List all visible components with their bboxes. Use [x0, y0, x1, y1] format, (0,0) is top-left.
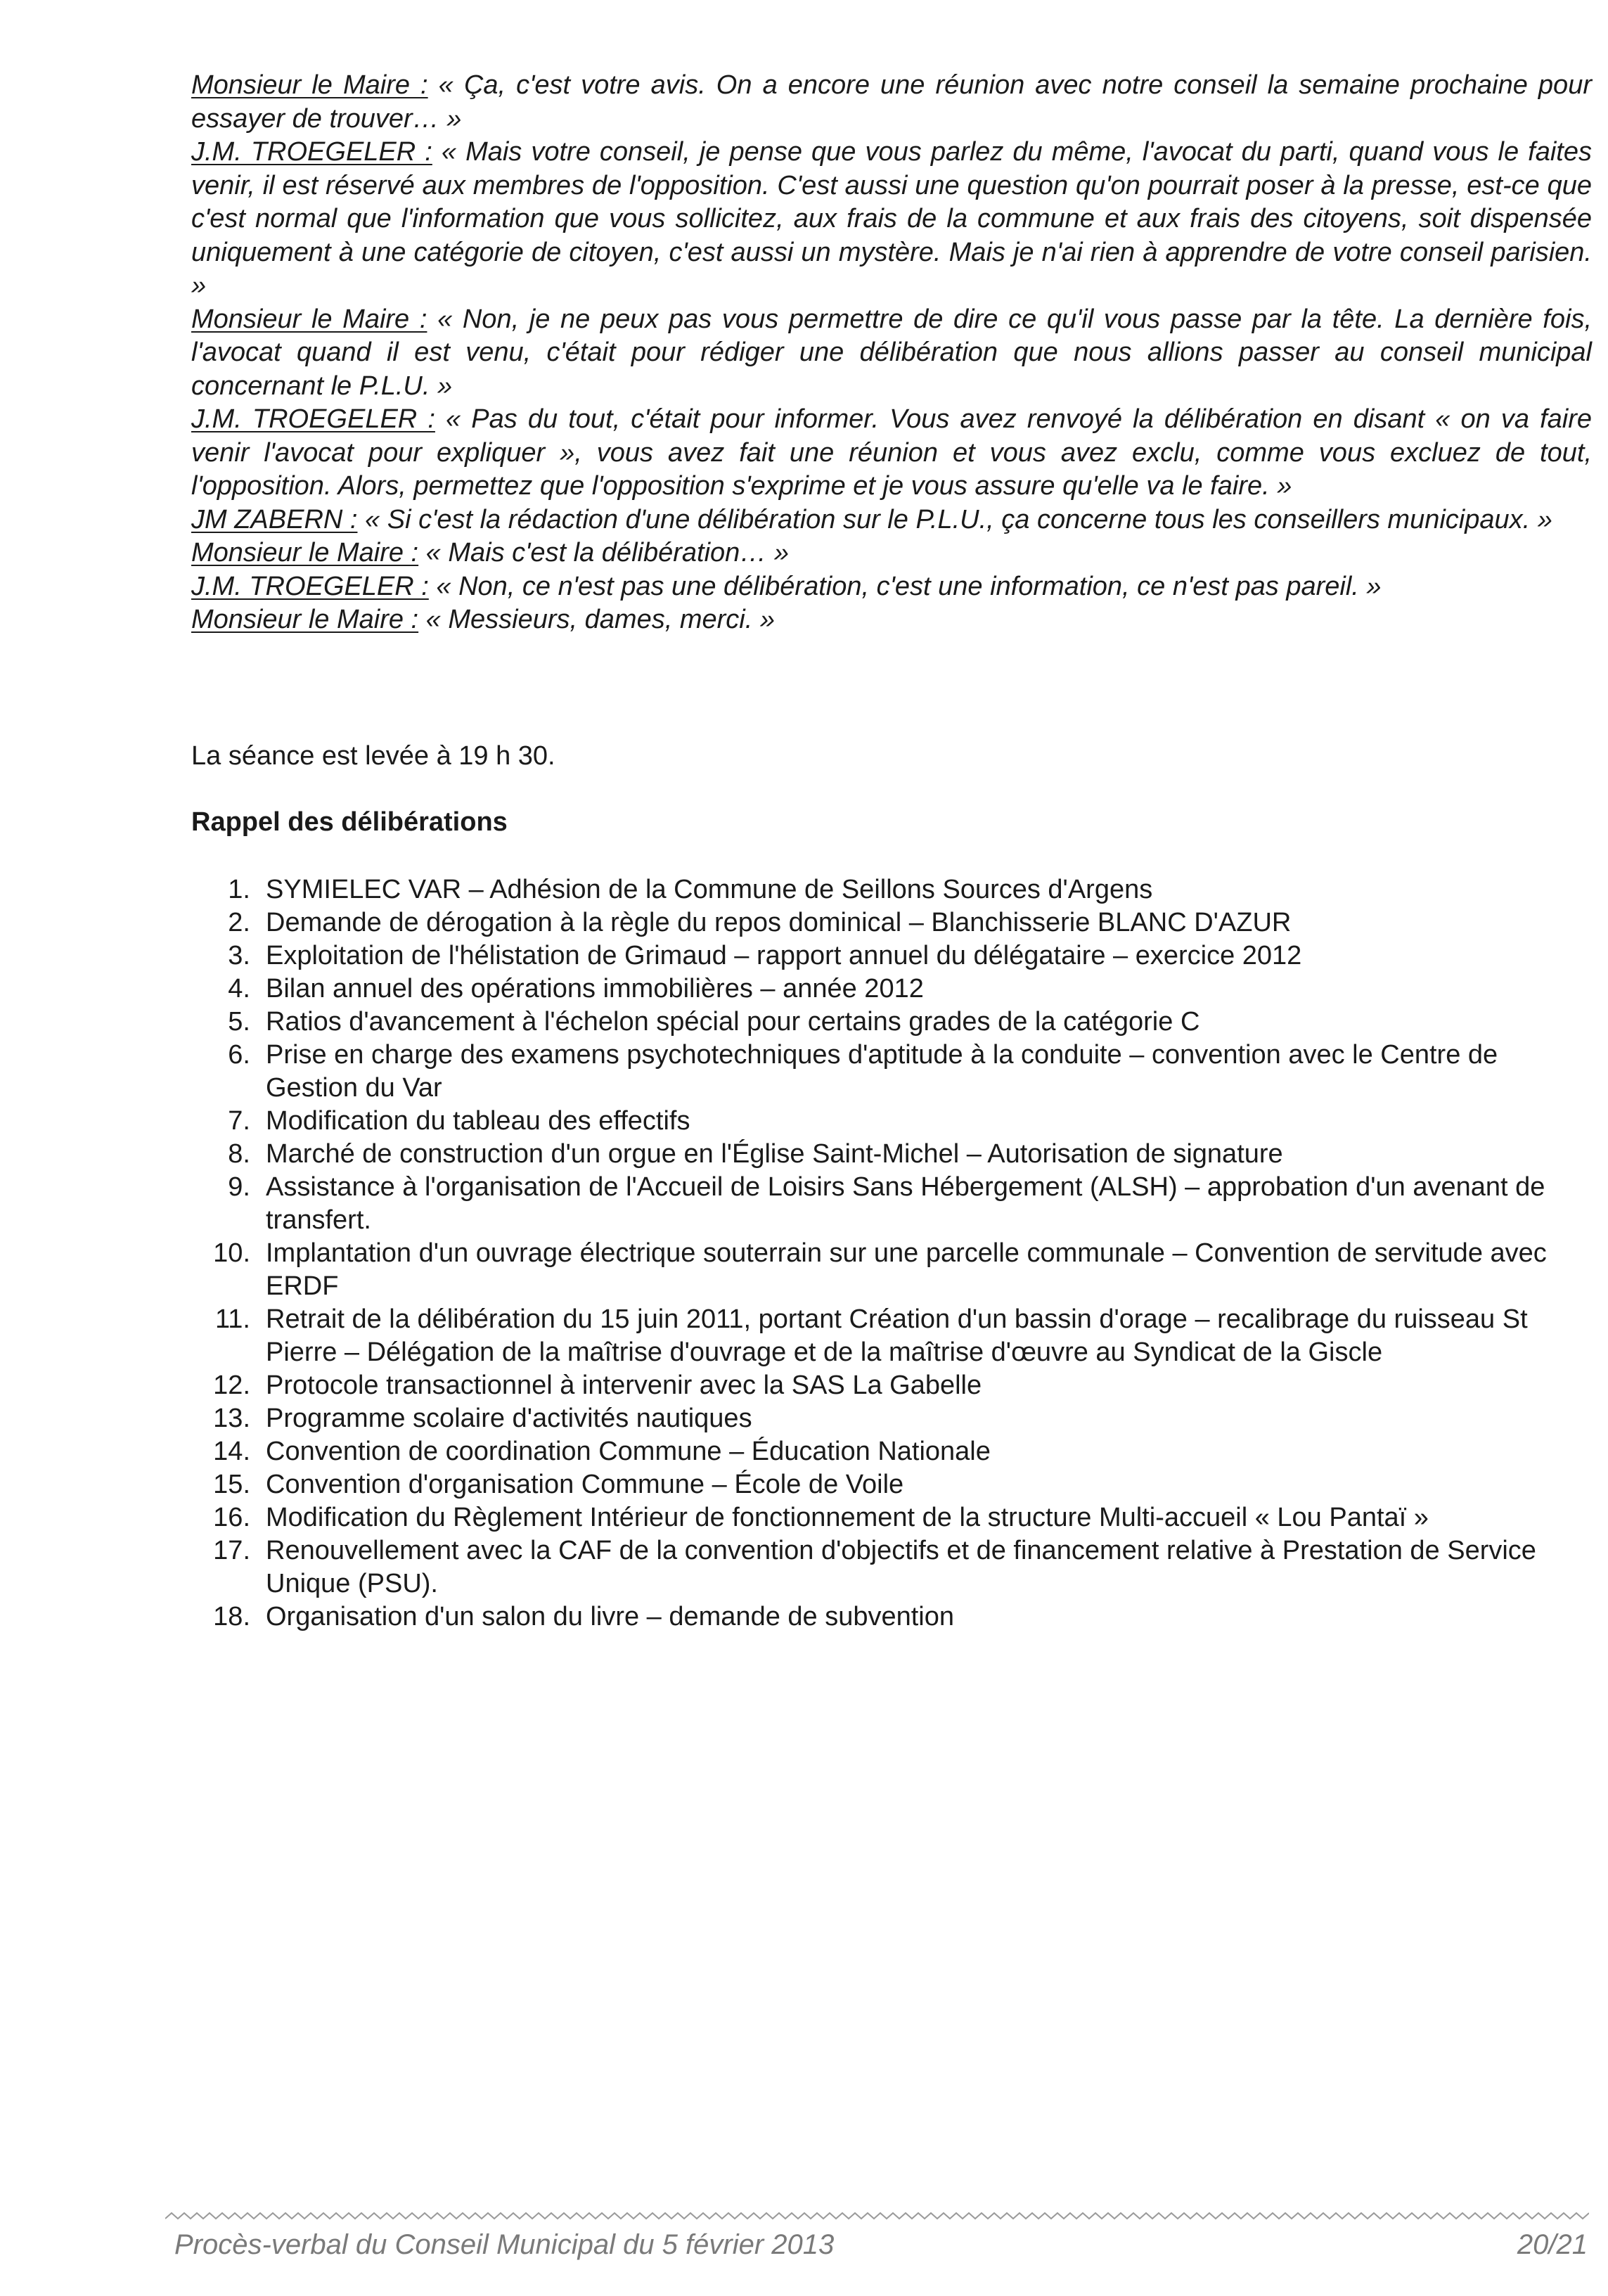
item-text: Convention de coordination Commune – Éducation Nationale	[266, 1437, 991, 1466]
closing-statement: La séance est levée à 19 h 30.	[191, 741, 555, 771]
dialogue-text: « Non, je ne peux pas vous permettre de dire ce qu'il vous passe par la tête. La dernière fois, l'avocat quand il est venu, c'était pour rédiger une délibération que nous allions passer au conseil municipal concernant le P.L.U. »	[191, 304, 1592, 401]
item-text: SYMIELEC VAR – Adhésion de la Commune de Seillons Sources d'Argens	[266, 875, 1153, 904]
list-item	[191, 1402, 1592, 1435]
list-item	[191, 939, 1592, 973]
speaker-name: J.M. TROEGELER :	[191, 404, 435, 434]
item-number: 12.	[213, 1371, 250, 1400]
footer-wavy-rule	[165, 2211, 1589, 2221]
list-item	[191, 973, 1592, 1006]
list-item	[191, 906, 1592, 939]
dialogue-entry	[191, 603, 1592, 637]
item-number: 15.	[213, 1470, 250, 1499]
item-text: Ratios d'avancement à l'échelon spécial pour certains grades de la catégorie C	[266, 1007, 1200, 1037]
dialogue-entry	[191, 136, 1592, 303]
deliberations-list	[191, 873, 1592, 1634]
list-item	[191, 1435, 1592, 1468]
list-item	[191, 1006, 1592, 1039]
dialogue-entry	[191, 504, 1592, 537]
item-number: 4.	[228, 974, 250, 1003]
dialogue-section	[191, 69, 1592, 637]
dialogue-entry	[191, 570, 1592, 604]
speaker-name: J.M. TROEGELER :	[191, 571, 429, 601]
speaker-name: Monsieur le Maire :	[191, 605, 419, 634]
item-number: 16.	[213, 1503, 250, 1532]
list-item	[191, 873, 1592, 906]
list-item	[191, 1501, 1592, 1534]
dialogue-entry	[191, 403, 1592, 504]
item-number: 14.	[213, 1437, 250, 1466]
list-item	[191, 1138, 1592, 1171]
item-number: 1.	[228, 875, 250, 904]
dialogue-text: « Si c'est la rédaction d'une délibération sur le P.L.U., ça concerne tous les conseillers municipaux. »	[357, 504, 1552, 534]
item-number: 5.	[228, 1007, 250, 1037]
list-item	[191, 1468, 1592, 1501]
item-text: Bilan annuel des opérations immobilières – année 2012	[266, 974, 924, 1003]
item-number: 9.	[228, 1172, 250, 1202]
item-number: 13.	[213, 1404, 250, 1433]
list-item	[191, 1369, 1592, 1402]
list-item	[191, 1039, 1592, 1105]
item-number: 18.	[213, 1602, 250, 1631]
dialogue-text: « Mais c'est la délibération… »	[418, 538, 789, 567]
dialogue-text: « Pas du tout, c'était pour informer. Vous avez renvoyé la délibération en disant « on va faire venir l'avocat pour expliquer », vous avez fait une réunion et vous avez exclu, comme vous excluez de tout, l'opposition. Alors, permettez que l'opposition s'exprime et je vous assure qu'elle va le faire. »	[191, 404, 1593, 501]
list-item	[191, 1105, 1592, 1138]
section-heading: Rappel des délibérations	[191, 807, 508, 837]
item-text: Renouvellement avec la CAF de la convention d'objectifs et de financement relative à Prestation de Service Unique (PSU).	[266, 1536, 1536, 1598]
item-text: Exploitation de l'hélistation de Grimaud – rapport annuel du délégataire – exercice 2012	[266, 941, 1302, 970]
dialogue-text: « Mais votre conseil, je pense que vous parlez du même, l'avocat du parti, quand vous le faites venir, il est réservé aux membres de l'opposition. C'est aussi une question qu'on pourrait poser à la presse, est-ce que c'est normal que l'information que vous sollicitez, aux frais de la commune et aux frais des citoyens, soit dispensée uniquement à une catégorie de citoyen, c'est aussi un mystère. Mais je n'ai rien à apprendre de votre conseil parisien. »	[191, 137, 1592, 300]
item-text: Modification du tableau des effectifs	[266, 1106, 690, 1136]
list-item	[191, 1534, 1592, 1601]
list-item	[191, 1303, 1592, 1369]
dialogue-entry	[191, 303, 1592, 404]
item-text: Convention d'organisation Commune – École de Voile	[266, 1470, 904, 1499]
dialogue-text: « Non, ce n'est pas une délibération, c'est une information, ce n'est pas pareil. »	[428, 571, 1382, 601]
item-text: Implantation d'un ouvrage électrique souterrain sur une parcelle communale – Convention de servitude avec ERDF	[266, 1238, 1547, 1301]
item-text: Prise en charge des examens psychotechniques d'aptitude à la conduite – convention avec le Centre de Gestion du Var	[266, 1040, 1498, 1103]
speaker-name: Monsieur le Maire :	[191, 304, 427, 334]
dialogue-text: « Messieurs, dames, merci. »	[418, 605, 775, 634]
item-text: Demande de dérogation à la règle du repos dominical – Blanchisserie BLANC D'AZUR	[266, 908, 1292, 937]
footer-page-number: 20/21	[1517, 2229, 1588, 2260]
item-number: 6.	[228, 1040, 250, 1070]
dialogue-text: « Ça, c'est votre avis. On a encore une réunion avec notre conseil la semaine prochaine pour essayer de trouver… »	[191, 70, 1592, 134]
item-number: 2.	[228, 908, 250, 937]
item-text: Assistance à l'organisation de l'Accueil de Loisirs Sans Hébergement (ALSH) – approbation d'un avenant de transfert.	[266, 1172, 1545, 1235]
footer-document-title: Procès-verbal du Conseil Municipal du 5 février 2013	[174, 2229, 835, 2260]
dialogue-entry	[191, 69, 1592, 136]
speaker-name: JM ZABERN :	[191, 504, 358, 534]
speaker-name: Monsieur le Maire :	[191, 538, 419, 567]
item-number: 7.	[228, 1106, 250, 1136]
item-number: 8.	[228, 1139, 250, 1169]
item-text: Protocole transactionnel à intervenir avec la SAS La Gabelle	[266, 1371, 982, 1400]
dialogue-entry	[191, 537, 1592, 570]
item-number: 17.	[213, 1536, 250, 1565]
item-number: 10.	[213, 1238, 250, 1268]
list-item	[191, 1237, 1592, 1303]
item-number: 11.	[214, 1304, 250, 1334]
item-number: 3.	[228, 941, 250, 970]
item-text: Programme scolaire d'activités nautiques	[266, 1404, 752, 1433]
item-text: Modification du Règlement Intérieur de fonctionnement de la structure Multi-accueil « Lou Pantaï »	[266, 1503, 1429, 1532]
list-item	[191, 1171, 1592, 1237]
item-text: Organisation d'un salon du livre – demande de subvention	[266, 1602, 955, 1631]
speaker-name: Monsieur le Maire :	[191, 70, 428, 100]
item-text: Marché de construction d'un orgue en l'Église Saint-Michel – Autorisation de signature	[266, 1139, 1283, 1169]
list-item	[191, 1601, 1592, 1634]
speaker-name: J.M. TROEGELER :	[191, 137, 432, 167]
item-text: Retrait de la délibération du 15 juin 2011, portant Création d'un bassin d'orage – recalibrage du ruisseau St Pierre – Délégation de la maîtrise d'ouvrage et de la maîtrise d'œuvre au Syndicat de la Giscle	[266, 1304, 1528, 1367]
